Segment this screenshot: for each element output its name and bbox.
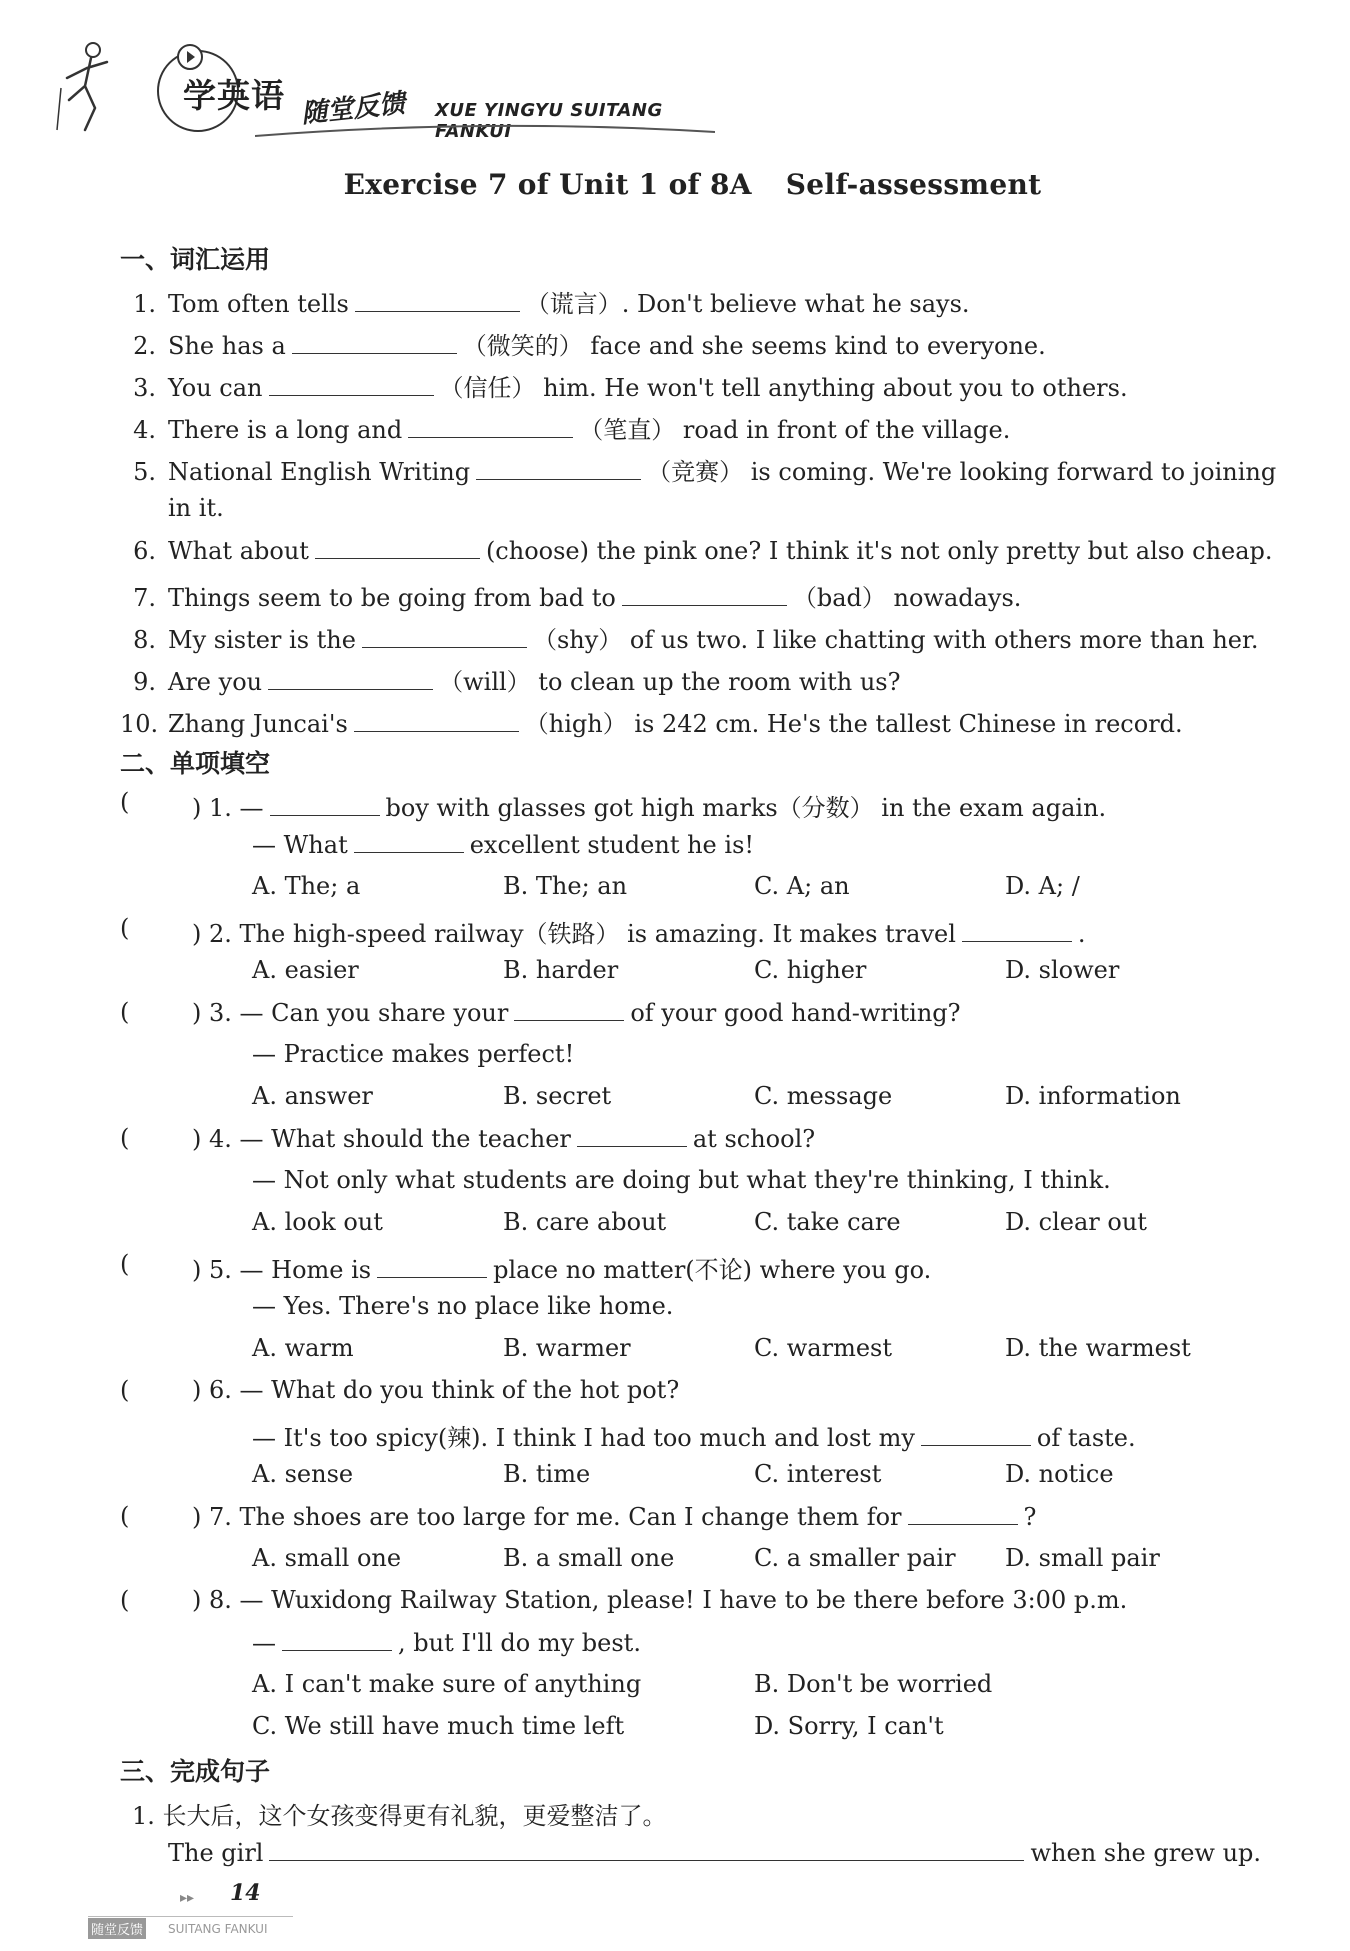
answer-blank[interactable] (408, 415, 573, 438)
answer-blank[interactable] (354, 709, 519, 732)
item-text-before: You can (168, 374, 263, 402)
option-a[interactable]: A. answer (252, 1082, 373, 1110)
question-line: ) 8. — Wuxidong Railway Station, please! I have to be there before 3:00 p.m. (192, 1586, 1128, 1614)
answer-blank[interactable] (355, 289, 520, 312)
header-swoosh (255, 122, 715, 142)
item-number: 9. (133, 668, 156, 696)
option-a[interactable]: A. sense (252, 1460, 354, 1488)
vocabulary-item (120, 704, 1183, 739)
question-line: — It's too spicy(辣). I think I had too much and lost my of taste. (252, 1424, 1136, 1452)
section-complete-sentences-heading: 三、完成句子 (120, 1757, 271, 1786)
question-line: ) 7. The shoes are too large for me. Can I change them for ? (192, 1503, 1037, 1531)
item-text-after: （微笑的） face and she seems kind to everyone. (462, 332, 1046, 360)
item-text-after: （bad） nowadays. (792, 584, 1022, 612)
vocabulary-item (120, 368, 1128, 403)
question-line: — Not only what students are doing but what they're thinking, I think. (252, 1166, 1111, 1194)
item-number: 10. (120, 710, 159, 738)
question-line: ) 4. — What should the teacher at school? (192, 1125, 816, 1153)
vocabulary-item (120, 494, 224, 522)
answer-paren[interactable]: ( (120, 914, 130, 942)
vocabulary-item (120, 578, 1021, 613)
answer-paren[interactable]: ( (120, 1250, 130, 1278)
answer-paren[interactable]: ( (120, 1376, 130, 1404)
play-icon (177, 44, 203, 70)
item-text-after: （will） to clean up the room with us? (439, 668, 901, 696)
item-text-before: Zhang Juncai's (168, 710, 348, 738)
item-number: 8. (133, 626, 156, 654)
option-d[interactable]: D. A; / (1005, 872, 1080, 900)
item-number: 3. (133, 374, 156, 402)
answer-paren[interactable]: ( (120, 1124, 130, 1152)
option-a[interactable]: A. warm (252, 1334, 354, 1362)
answer-blank[interactable] (269, 373, 434, 396)
option-c[interactable]: C. We still have much time left (252, 1712, 625, 1740)
sentence-prompt-cn: 1. 长大后，这个女孩变得更有礼貌，更爱整洁了。 (132, 1802, 667, 1830)
question-line: ) 2. The high-speed railway（铁路） is amazing. It makes travel . (192, 920, 1086, 948)
title-main: Exercise 7 of Unit 1 of 8A (343, 168, 752, 201)
item-text-after: （shy） of us two. I like chatting with others more than her. (532, 626, 1259, 654)
footer-arrow-icon: ▸▸ (180, 1890, 195, 1906)
option-b[interactable]: B. harder (503, 956, 619, 984)
question-line: ) 6. — What do you think of the hot pot? (192, 1376, 680, 1404)
answer-paren[interactable]: ( (120, 788, 130, 816)
question-line: — What excellent student he is! (252, 831, 755, 859)
vocabulary-item (120, 452, 1276, 487)
answer-blank[interactable] (268, 667, 433, 690)
option-d[interactable]: D. clear out (1005, 1208, 1147, 1236)
option-a[interactable]: A. small one (252, 1544, 402, 1572)
sentence-completion-line: The girl when she grew up. (168, 1839, 1262, 1867)
answer-blank[interactable] (282, 1628, 392, 1651)
item-text-before: Things seem to be going from bad to (168, 584, 616, 612)
option-b[interactable]: B. time (503, 1460, 591, 1488)
answer-blank[interactable] (315, 536, 480, 559)
item-text-before: Are you (168, 668, 263, 696)
item-text-before: in it. (168, 494, 224, 522)
item-text-before: National English Writing (168, 458, 471, 486)
vocabulary-item (120, 284, 970, 319)
question-line: — Practice makes perfect! (252, 1040, 575, 1068)
option-d[interactable]: D. information (1005, 1082, 1181, 1110)
vocabulary-item (120, 410, 1010, 445)
question-line: ) 3. — Can you share your of your good hand-writing? (192, 999, 961, 1027)
header-subtitle-en: XUE YINGYU SUITANG FANKUI (435, 100, 663, 142)
vocabulary-item (120, 536, 1273, 565)
header-subtitle-cn: 随堂反馈 (299, 88, 407, 130)
item-text-after: （信任） him. He won't tell anything about you to others. (439, 374, 1128, 402)
item-text-before: Tom often tells (168, 290, 349, 318)
option-d[interactable]: D. the warmest (1005, 1334, 1191, 1362)
item-text-before: What about (168, 537, 309, 565)
item-number: 1. (133, 290, 156, 318)
item-text-after: （竞赛） is coming. We're looking forward to joining (647, 458, 1277, 486)
option-c[interactable]: C. take care (754, 1208, 901, 1236)
item-number: 5. (133, 458, 156, 486)
item-number: 6. (133, 537, 156, 565)
answer-blank[interactable] (269, 1838, 1024, 1861)
item-text-before: There is a long and (168, 416, 403, 444)
option-a[interactable]: A. I can't make sure of anything (252, 1670, 642, 1698)
question-line: ) 5. — Home is place no matter(不论) where you go. (192, 1256, 932, 1284)
footer-divider (88, 1916, 293, 1917)
answer-blank[interactable] (908, 1502, 1018, 1525)
answer-blank[interactable] (921, 1423, 1031, 1446)
option-a[interactable]: A. easier (252, 956, 359, 984)
answer-blank[interactable] (622, 583, 787, 606)
item-text-after: (choose) the pink one? I think it's not only pretty but also cheap. (485, 537, 1273, 565)
runner-logo-icon (55, 38, 127, 134)
option-b[interactable]: B. secret (503, 1082, 612, 1110)
answer-blank[interactable] (476, 457, 641, 480)
vocabulary-item (120, 326, 1046, 361)
vocabulary-item (120, 662, 900, 697)
answer-paren[interactable]: ( (120, 998, 130, 1026)
item-text-before: My sister is the (168, 626, 356, 654)
option-d[interactable]: D. Sorry, I can't (754, 1712, 944, 1740)
option-b[interactable]: B. care about (503, 1208, 667, 1236)
answer-blank[interactable] (354, 830, 464, 853)
answer-blank[interactable] (362, 625, 527, 648)
footer-label-cn: 随堂反馈 (88, 1918, 146, 1939)
answer-blank[interactable] (962, 919, 1072, 942)
item-number: 7. (133, 584, 156, 612)
item-text-after: （笔直） road in front of the village. (579, 416, 1011, 444)
item-text-after: （high） is 242 cm. He's the tallest Chinese in record. (524, 710, 1183, 738)
option-c[interactable]: C. warmest (754, 1334, 893, 1362)
option-b[interactable]: B. Don't be worried (754, 1670, 993, 1698)
page-header (55, 30, 695, 140)
section-multiple-choice-heading: 二、单项填空 (120, 749, 271, 778)
option-d[interactable]: D. slower (1005, 956, 1120, 984)
answer-blank[interactable] (292, 331, 457, 354)
vocabulary-item (120, 620, 1258, 655)
option-a[interactable]: A. look out (252, 1208, 383, 1236)
question-line: — Yes. There's no place like home. (252, 1292, 674, 1320)
question-line: — , but I'll do my best. (252, 1629, 641, 1657)
item-number: 4. (133, 416, 156, 444)
answer-blank[interactable] (270, 793, 380, 816)
header-title-cn: 学英语 (183, 76, 285, 115)
option-b[interactable]: B. The; an (503, 872, 628, 900)
option-c[interactable]: C. A; an (754, 872, 850, 900)
item-text-before: She has a (168, 332, 286, 360)
question-line: ) 1. — boy with glasses got high marks（分数） in the exam again. (192, 794, 1107, 822)
option-c[interactable]: C. a smaller pair (754, 1544, 956, 1572)
section-vocabulary-heading: 一、词汇运用 (120, 245, 271, 274)
title-sub: Self-assessment (785, 168, 1042, 201)
item-text-after: （谎言）. Don't believe what he says. (525, 290, 970, 318)
option-a[interactable]: A. The; a (252, 872, 361, 900)
option-c[interactable]: C. message (754, 1082, 893, 1110)
answer-blank[interactable] (514, 998, 624, 1021)
answer-blank[interactable] (377, 1255, 487, 1278)
option-b[interactable]: B. a small one (503, 1544, 675, 1572)
option-d[interactable]: D. notice (1005, 1460, 1114, 1488)
answer-paren[interactable]: ( (120, 1502, 130, 1530)
option-c[interactable]: C. higher (754, 956, 867, 984)
option-b[interactable]: B. warmer (503, 1334, 631, 1362)
option-c[interactable]: C. interest (754, 1460, 882, 1488)
answer-paren[interactable]: ( (120, 1586, 130, 1614)
option-d[interactable]: D. small pair (1005, 1544, 1160, 1572)
answer-blank[interactable] (577, 1124, 687, 1147)
page-number: 14 (230, 1880, 261, 1906)
item-number: 2. (133, 332, 156, 360)
footer-label-en: SUITANG FANKUI (168, 1922, 268, 1936)
page-title (0, 168, 1350, 201)
